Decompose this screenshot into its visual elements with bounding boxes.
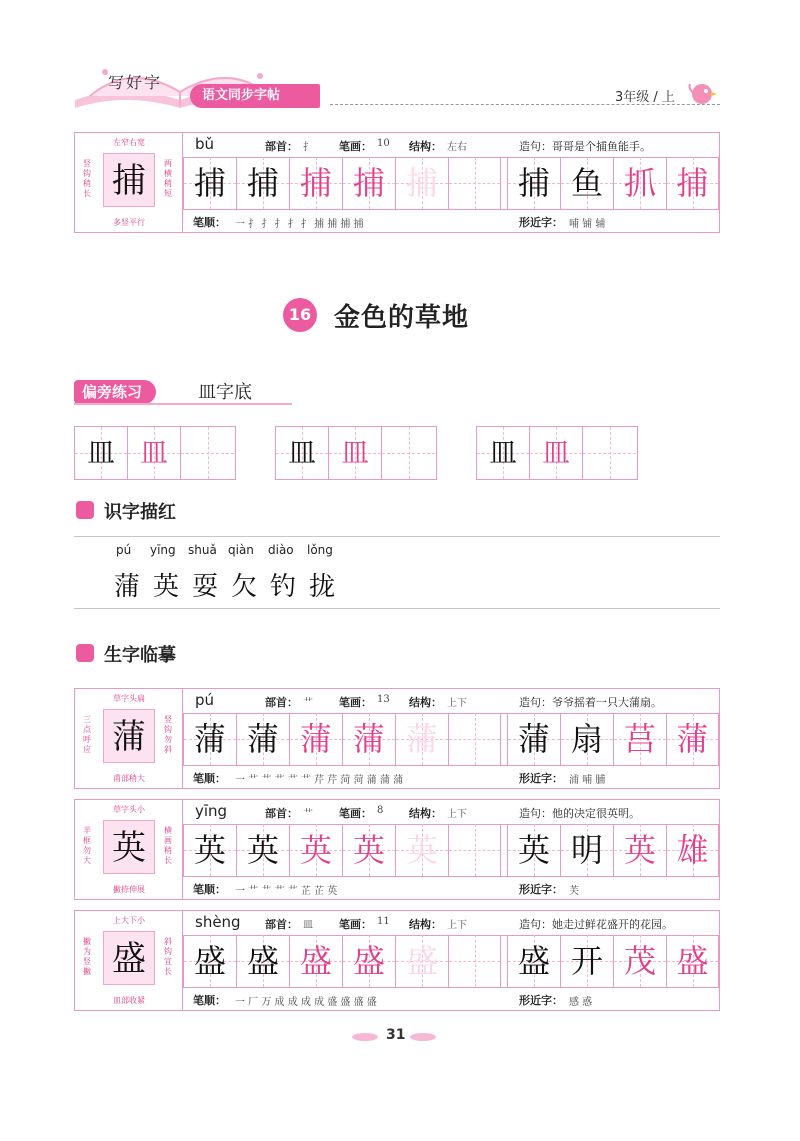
practice-cell[interactable]: [236, 824, 289, 876]
radical-glyph: 皿: [541, 436, 570, 469]
radical-label: 部首：: [265, 140, 298, 153]
trace-char: 钓: [270, 572, 297, 602]
sentence-char: 茂: [623, 942, 656, 980]
practice-cell[interactable]: [395, 935, 448, 987]
stroke-order-label: 笔顺：: [193, 216, 226, 229]
strokes-value: 8: [377, 805, 384, 816]
radical-glyph: 皿: [287, 436, 316, 469]
stroke-order: 一 艹 艹 艹 艹 艹 芹 芹 菏 菏 蒲 蒲 蒲: [235, 775, 404, 786]
radical-cell[interactable]: [530, 427, 583, 479]
practice-cell[interactable]: [395, 713, 448, 765]
sentence-char: 捕: [517, 164, 550, 202]
practice-char: 盛: [352, 942, 385, 980]
pinyin-item: qiàn: [228, 543, 254, 557]
stroke-order: 一 艹 艹 艹 艹 芷 芷 英: [235, 886, 338, 897]
guide-top: 左窄右宽: [113, 138, 145, 147]
radical-underline: [74, 403, 292, 405]
structure-label: 结构：: [409, 807, 442, 820]
grid-bottom-line: [183, 765, 719, 766]
practice-cell[interactable]: [183, 157, 236, 209]
trace-char: 耍: [192, 572, 219, 602]
pinyin: shèng: [195, 913, 241, 931]
stroke-order-label: 笔顺：: [193, 772, 226, 785]
model-char-box: [103, 931, 155, 985]
trace-char: 欠: [231, 572, 258, 602]
model-char: 英: [112, 828, 146, 868]
guide-left: 竖钩稍长: [83, 159, 91, 198]
guide-left: 半框勿大: [83, 826, 91, 865]
sentence-grid: [507, 935, 719, 987]
practice-cell[interactable]: [289, 713, 342, 765]
example-sentence: 造句：爷爷摇着一只大蒲扇。: [519, 696, 662, 709]
practice-cell[interactable]: [342, 157, 395, 209]
radical-value: 扌: [303, 142, 313, 153]
sentence-char: 盛: [676, 942, 709, 980]
sentence-grid: [507, 824, 719, 876]
sentence-grid: [507, 713, 719, 765]
strokes-label: 笔画：: [339, 918, 372, 931]
radical-label: 部首：: [265, 696, 298, 709]
sentence-grid: [507, 157, 719, 209]
radical-grid: [275, 426, 437, 480]
radical-glyph: 皿: [86, 436, 115, 469]
guide-left: 三点呼应: [83, 715, 91, 754]
strokes-value: 13: [377, 694, 390, 705]
model-char: 盛: [112, 939, 146, 979]
grid-bottom-line: [183, 987, 719, 988]
sentence-cell[interactable]: [613, 157, 666, 209]
grade-label: 3年级 / 上: [615, 90, 675, 105]
header-tag: 语文同步字帖: [190, 84, 320, 108]
practice-cell[interactable]: [395, 824, 448, 876]
practice-cell[interactable]: [183, 713, 236, 765]
char-card-bu: [74, 132, 720, 233]
strokes-value: 10: [377, 138, 390, 149]
lesson-number-badge: 16: [283, 298, 317, 332]
radical-cell[interactable]: [382, 427, 435, 479]
structure-label: 结构：: [409, 696, 442, 709]
practice-grid: [183, 824, 501, 876]
writing-guide: [75, 689, 183, 788]
practice-char: 蒲: [246, 720, 279, 758]
practice-cell[interactable]: [236, 935, 289, 987]
pinyin-item: lǒng: [307, 543, 333, 557]
structure-label: 结构：: [409, 918, 442, 931]
section-heading-recognize: 识字描红: [104, 502, 176, 523]
guide-right: 斜钩宜长: [164, 937, 172, 976]
practice-grid: [183, 713, 501, 765]
leaf-decoration-right: [410, 1033, 436, 1041]
practice-char: 蒲: [193, 720, 226, 758]
section-rule: [74, 608, 720, 609]
pinyin-item: diào: [268, 543, 294, 557]
practice-cell[interactable]: [395, 157, 448, 209]
similar-chars: 哺 铺 辅: [569, 219, 606, 230]
page-number: 31: [386, 1027, 406, 1043]
radical-value: 艹: [303, 809, 313, 820]
sentence-cell[interactable]: [666, 713, 719, 765]
radical-cell[interactable]: [128, 427, 181, 479]
sentence-cell[interactable]: [507, 157, 560, 209]
practice-char: 捕: [193, 164, 226, 202]
practice-cell[interactable]: [236, 713, 289, 765]
practice-cell[interactable]: [183, 824, 236, 876]
guide-top: 上大下小: [113, 916, 145, 925]
similar-chars: 芙: [569, 886, 579, 897]
sentence-char: 盛: [517, 942, 550, 980]
similar-label: 形近字：: [519, 772, 563, 785]
similar-label: 形近字：: [519, 216, 563, 229]
practice-cell[interactable]: [289, 935, 342, 987]
sentence-char: 蒲: [517, 720, 550, 758]
practice-cell[interactable]: [342, 935, 395, 987]
structure-value: 左右: [447, 142, 467, 153]
structure-value: 上下: [447, 698, 467, 709]
pencil-icon: [76, 644, 94, 662]
leaf-decoration-left: [352, 1033, 378, 1041]
practice-char: 英: [246, 831, 279, 869]
radical-glyph: 皿: [139, 436, 168, 469]
similar-chars: 浦 哺 脯: [569, 775, 606, 786]
char-card-pu: [74, 688, 720, 789]
similar-label: 形近字：: [519, 994, 563, 1007]
radical-cell[interactable]: [583, 427, 636, 479]
bird-icon: [686, 80, 720, 106]
practice-char: 英: [405, 831, 438, 869]
sentence-cell[interactable]: [560, 935, 613, 987]
practice-cell[interactable]: [448, 935, 501, 987]
radical-glyph: 皿: [488, 436, 517, 469]
trace-char: 拢: [309, 572, 336, 602]
radical-cell[interactable]: [329, 427, 382, 479]
sentence-char: 莒: [623, 720, 656, 758]
practice-char: 捕: [246, 164, 279, 202]
guide-bottom: 皿部收紧: [113, 996, 145, 1005]
structure-label: 结构：: [409, 140, 442, 153]
pinyin-item: shuǎ: [188, 543, 217, 557]
practice-cell[interactable]: [342, 713, 395, 765]
sentence-cell[interactable]: [613, 824, 666, 876]
radical-name: 皿字底: [198, 382, 252, 403]
practice-char: 英: [299, 831, 332, 869]
section-heading-copy: 生字临摹: [104, 645, 176, 666]
radical-practice-tag: 偏旁练习: [74, 380, 156, 404]
sentence-char: 扇: [570, 720, 603, 758]
example-sentence: 造句：她走过鲜花盛开的花园。: [519, 918, 673, 931]
sentence-char: 雄: [676, 831, 709, 869]
char-card-sheng: [74, 910, 720, 1011]
sentence-char: 鱼: [570, 164, 603, 202]
radical-value: 艹: [303, 698, 313, 709]
sentence-cell[interactable]: [666, 157, 719, 209]
brand-logo-text: 写好字: [108, 73, 163, 92]
model-char-box: [103, 709, 155, 763]
pinyin: bǔ: [195, 135, 215, 153]
practice-char: 捕: [352, 164, 385, 202]
sentence-cell[interactable]: [507, 713, 560, 765]
practice-char: 英: [193, 831, 226, 869]
radical-value: 皿: [303, 920, 313, 931]
guide-bottom: 甫部稍大: [113, 774, 145, 783]
radical-label: 部首：: [265, 918, 298, 931]
radical-glyph: 皿: [340, 436, 369, 469]
sentence-cell[interactable]: [507, 935, 560, 987]
stroke-order-label: 笔顺：: [193, 994, 226, 1007]
model-char-box: [103, 153, 155, 207]
guide-left: 撇为竖撇: [83, 937, 91, 976]
writing-guide: [75, 133, 183, 232]
radical-cell[interactable]: [477, 427, 530, 479]
sentence-char: 英: [623, 831, 656, 869]
practice-cell[interactable]: [448, 157, 501, 209]
sentence-cell[interactable]: [666, 935, 719, 987]
sentence-char: 开: [570, 942, 603, 980]
sentence-char: 英: [517, 831, 550, 869]
sentence-cell[interactable]: [507, 824, 560, 876]
strokes-value: 11: [377, 916, 390, 927]
trace-char: 英: [153, 572, 180, 602]
similar-chars: 感 惑: [569, 997, 593, 1008]
practice-cell[interactable]: [183, 935, 236, 987]
practice-char: 蒲: [405, 720, 438, 758]
practice-char: 盛: [405, 942, 438, 980]
practice-char: 蒲: [352, 720, 385, 758]
structure-value: 上下: [447, 809, 467, 820]
practice-char: 盛: [246, 942, 279, 980]
practice-char: 蒲: [299, 720, 332, 758]
practice-char: 捕: [405, 164, 438, 202]
stroke-order: 一 扌 扌 扌 扌 扌 捕 捕 捕 捕: [235, 219, 364, 230]
guide-top: 草字头小: [113, 805, 145, 814]
sentence-char: 捕: [676, 164, 709, 202]
strokes-label: 笔画：: [339, 140, 372, 153]
writing-guide: [75, 911, 183, 1010]
radical-cell[interactable]: [181, 427, 234, 479]
pinyin-item: pú: [116, 543, 132, 557]
practice-char: 英: [352, 831, 385, 869]
strokes-label: 笔画：: [339, 807, 372, 820]
example-sentence: 造句：哥哥是个捕鱼能手。: [519, 140, 651, 153]
model-char-box: [103, 820, 155, 874]
practice-cell[interactable]: [448, 824, 501, 876]
stroke-order: 一 厂 万 成 成 成 成 盛 盛 盛 盛: [235, 997, 377, 1008]
guide-right: 两横稍短: [164, 159, 172, 198]
practice-cell[interactable]: [289, 157, 342, 209]
practice-cell[interactable]: [289, 824, 342, 876]
practice-grid: [183, 935, 501, 987]
guide-right: 竖钩勿斜: [164, 715, 172, 754]
guide-bottom: 撇捺伸展: [113, 885, 145, 894]
lesson-title: 金色的草地: [334, 303, 470, 333]
model-char: 蒲: [112, 717, 146, 757]
sentence-cell[interactable]: [666, 824, 719, 876]
radical-cell[interactable]: [75, 427, 128, 479]
practice-grid: [183, 157, 501, 209]
pinyin: pú: [195, 691, 215, 709]
practice-cell[interactable]: [236, 157, 289, 209]
stroke-order-label: 笔顺：: [193, 883, 226, 896]
guide-bottom: 多竖平行: [113, 218, 145, 227]
practice-char: 盛: [193, 942, 226, 980]
practice-cell[interactable]: [342, 824, 395, 876]
sentence-cell[interactable]: [560, 713, 613, 765]
practice-cell[interactable]: [448, 713, 501, 765]
sentence-char: 蒲: [676, 720, 709, 758]
radical-label: 部首：: [265, 807, 298, 820]
strokes-label: 笔画：: [339, 696, 372, 709]
sentence-char: 明: [570, 831, 603, 869]
sentence-cell[interactable]: [613, 713, 666, 765]
writing-guide: [75, 800, 183, 899]
section-rule: [74, 536, 720, 537]
pinyin: yīng: [195, 802, 228, 820]
pinyin-item: yīng: [150, 543, 176, 557]
grid-bottom-line: [183, 209, 719, 210]
char-card-ying: [74, 799, 720, 900]
practice-char: 盛: [299, 942, 332, 980]
example-sentence: 造句：他的决定很英明。: [519, 807, 640, 820]
practice-char: 捕: [299, 164, 332, 202]
model-char: 捕: [112, 161, 146, 201]
structure-value: 上下: [447, 920, 467, 931]
sentence-cell[interactable]: [613, 935, 666, 987]
sentence-char: 抓: [623, 164, 656, 202]
sentence-cell[interactable]: [560, 157, 613, 209]
guide-right: 横画稍长: [164, 826, 172, 865]
book-icon: [76, 501, 94, 519]
radical-cell[interactable]: [276, 427, 329, 479]
grid-bottom-line: [183, 876, 719, 877]
trace-char: 蒲: [114, 572, 141, 602]
radical-grid: [476, 426, 638, 480]
sentence-cell[interactable]: [560, 824, 613, 876]
similar-label: 形近字：: [519, 883, 563, 896]
radical-grid: [74, 426, 236, 480]
guide-top: 草字头扁: [113, 694, 145, 703]
